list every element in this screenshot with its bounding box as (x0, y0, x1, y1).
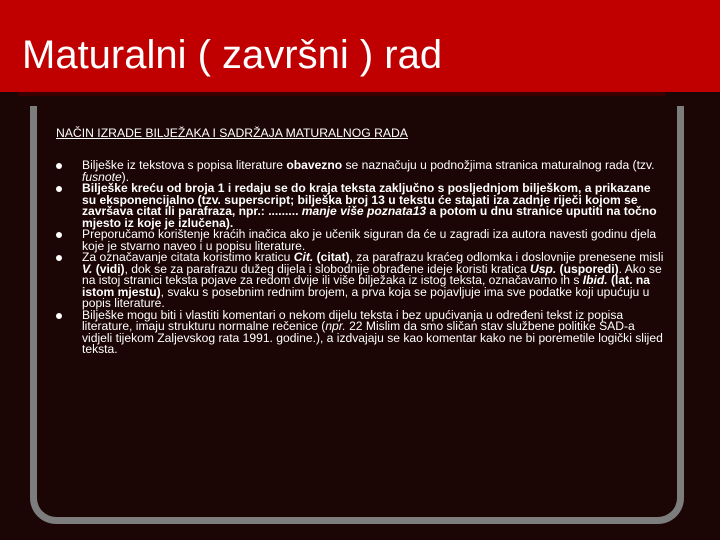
bullet-text-segment: , za parafrazu kraćeg odlomka i doslovnije prenesene misli (349, 250, 664, 264)
bullet-item (56, 252, 664, 310)
bullet-list (56, 160, 664, 356)
bullet-dot-icon (56, 232, 62, 238)
bullet-item (56, 183, 664, 229)
bullet-text-segment: a potom u dnu stranice uputiti na točno mjesto iz koje je izlučena). (82, 204, 657, 230)
bullet-text-segment: Cit. (293, 250, 314, 264)
bullet-item (56, 160, 664, 183)
bullet-dot-icon (56, 255, 62, 261)
bullet-text-segment: Ibid. (582, 273, 608, 287)
bullet-item (56, 229, 664, 252)
bullet-item (56, 307, 664, 356)
bullet-text-segment: , dok se za parafrazu dužeg dijela i slobodnije obrađene ideje koristi kratica (124, 261, 530, 276)
bullet-text-segment: Bilješke kreću od broja 1 i redaju se do kraja teksta zaključno s posljednjom bilješkom, a prikazane su eksponencijalno (tzv. superscript; bilješka broj 13 u tekstu će stajati iza zadnje riječi kojom se završava citat ili parafraza, npr.: ......... (82, 181, 651, 218)
bullet-text-segment: Usp. (529, 261, 557, 276)
slide-title: Maturalni ( završni ) rad (22, 33, 443, 77)
bullet-text-segment: ). (121, 169, 130, 184)
bullet-text-segment: npr. (325, 319, 346, 333)
bullet-text-segment: . Ako se na istoj stranici teksta pojave za redom dvije ili više bilježaka iz istog teksta, označavamo ih s (82, 261, 662, 287)
bullet-text-segment: (citat) (313, 250, 350, 264)
bullet-text-segment: se naznačuju u podnožjima stranica maturalnog rada (tzv. (342, 158, 655, 172)
bullet-text-segment: (usporedi) (556, 261, 619, 276)
bullet-text-segment: obavezno (286, 158, 343, 172)
bullet-text-segment: (vidi) (92, 261, 125, 276)
bullet-text-segment: Preporučamo korištenje kraćih inačica ako je učenik siguran da će u zagradi iza autora navesti godinu djela koje je stvarno naveo i u popisu literature. (82, 227, 657, 253)
bullet-text-segment: (lat. na istom mjestu) (82, 273, 650, 299)
bullet-text-segment: manje više poznata13 (301, 204, 427, 218)
bullet-text-segment: Bilješke mogu biti i vlastiti komentari o nekom dijelu teksta i bez upućivanja u određeni tekst iz popisa literature, imaju strukturu normalne rečenice ( (82, 307, 624, 333)
bullet-dot-icon (56, 163, 62, 169)
section-heading: NAČIN IZRADE BILJEŽAKA I SADRŽAJA MATURALNOG RADA (56, 126, 408, 140)
bullet-dot-icon (56, 186, 62, 192)
title-underline (18, 92, 665, 96)
bullet-text-segment: 22 Mislim da smo sličan stav službene politike SAD-a vidjeli tijekom Zaljevskog rata 1991. godine.), a izdvajaju se kao komentar kako ne bi poremetile logički slijed teksta. (82, 319, 663, 356)
bullet-text-segment: V. (82, 261, 93, 276)
bullet-dot-icon (56, 313, 62, 319)
bullet-text-segment: Bilješke iz tekstova s popisa literature (82, 158, 287, 172)
bullet-text-segment: Za označavanje citata koristimo kraticu (82, 250, 294, 264)
bullet-text-segment: fusnote (82, 169, 122, 184)
bullet-text-segment: , svaku s posebnim rednim brojem, a prva koja se pojavljuje ima sve podatke koji upućuju u popis literature. (82, 284, 650, 310)
